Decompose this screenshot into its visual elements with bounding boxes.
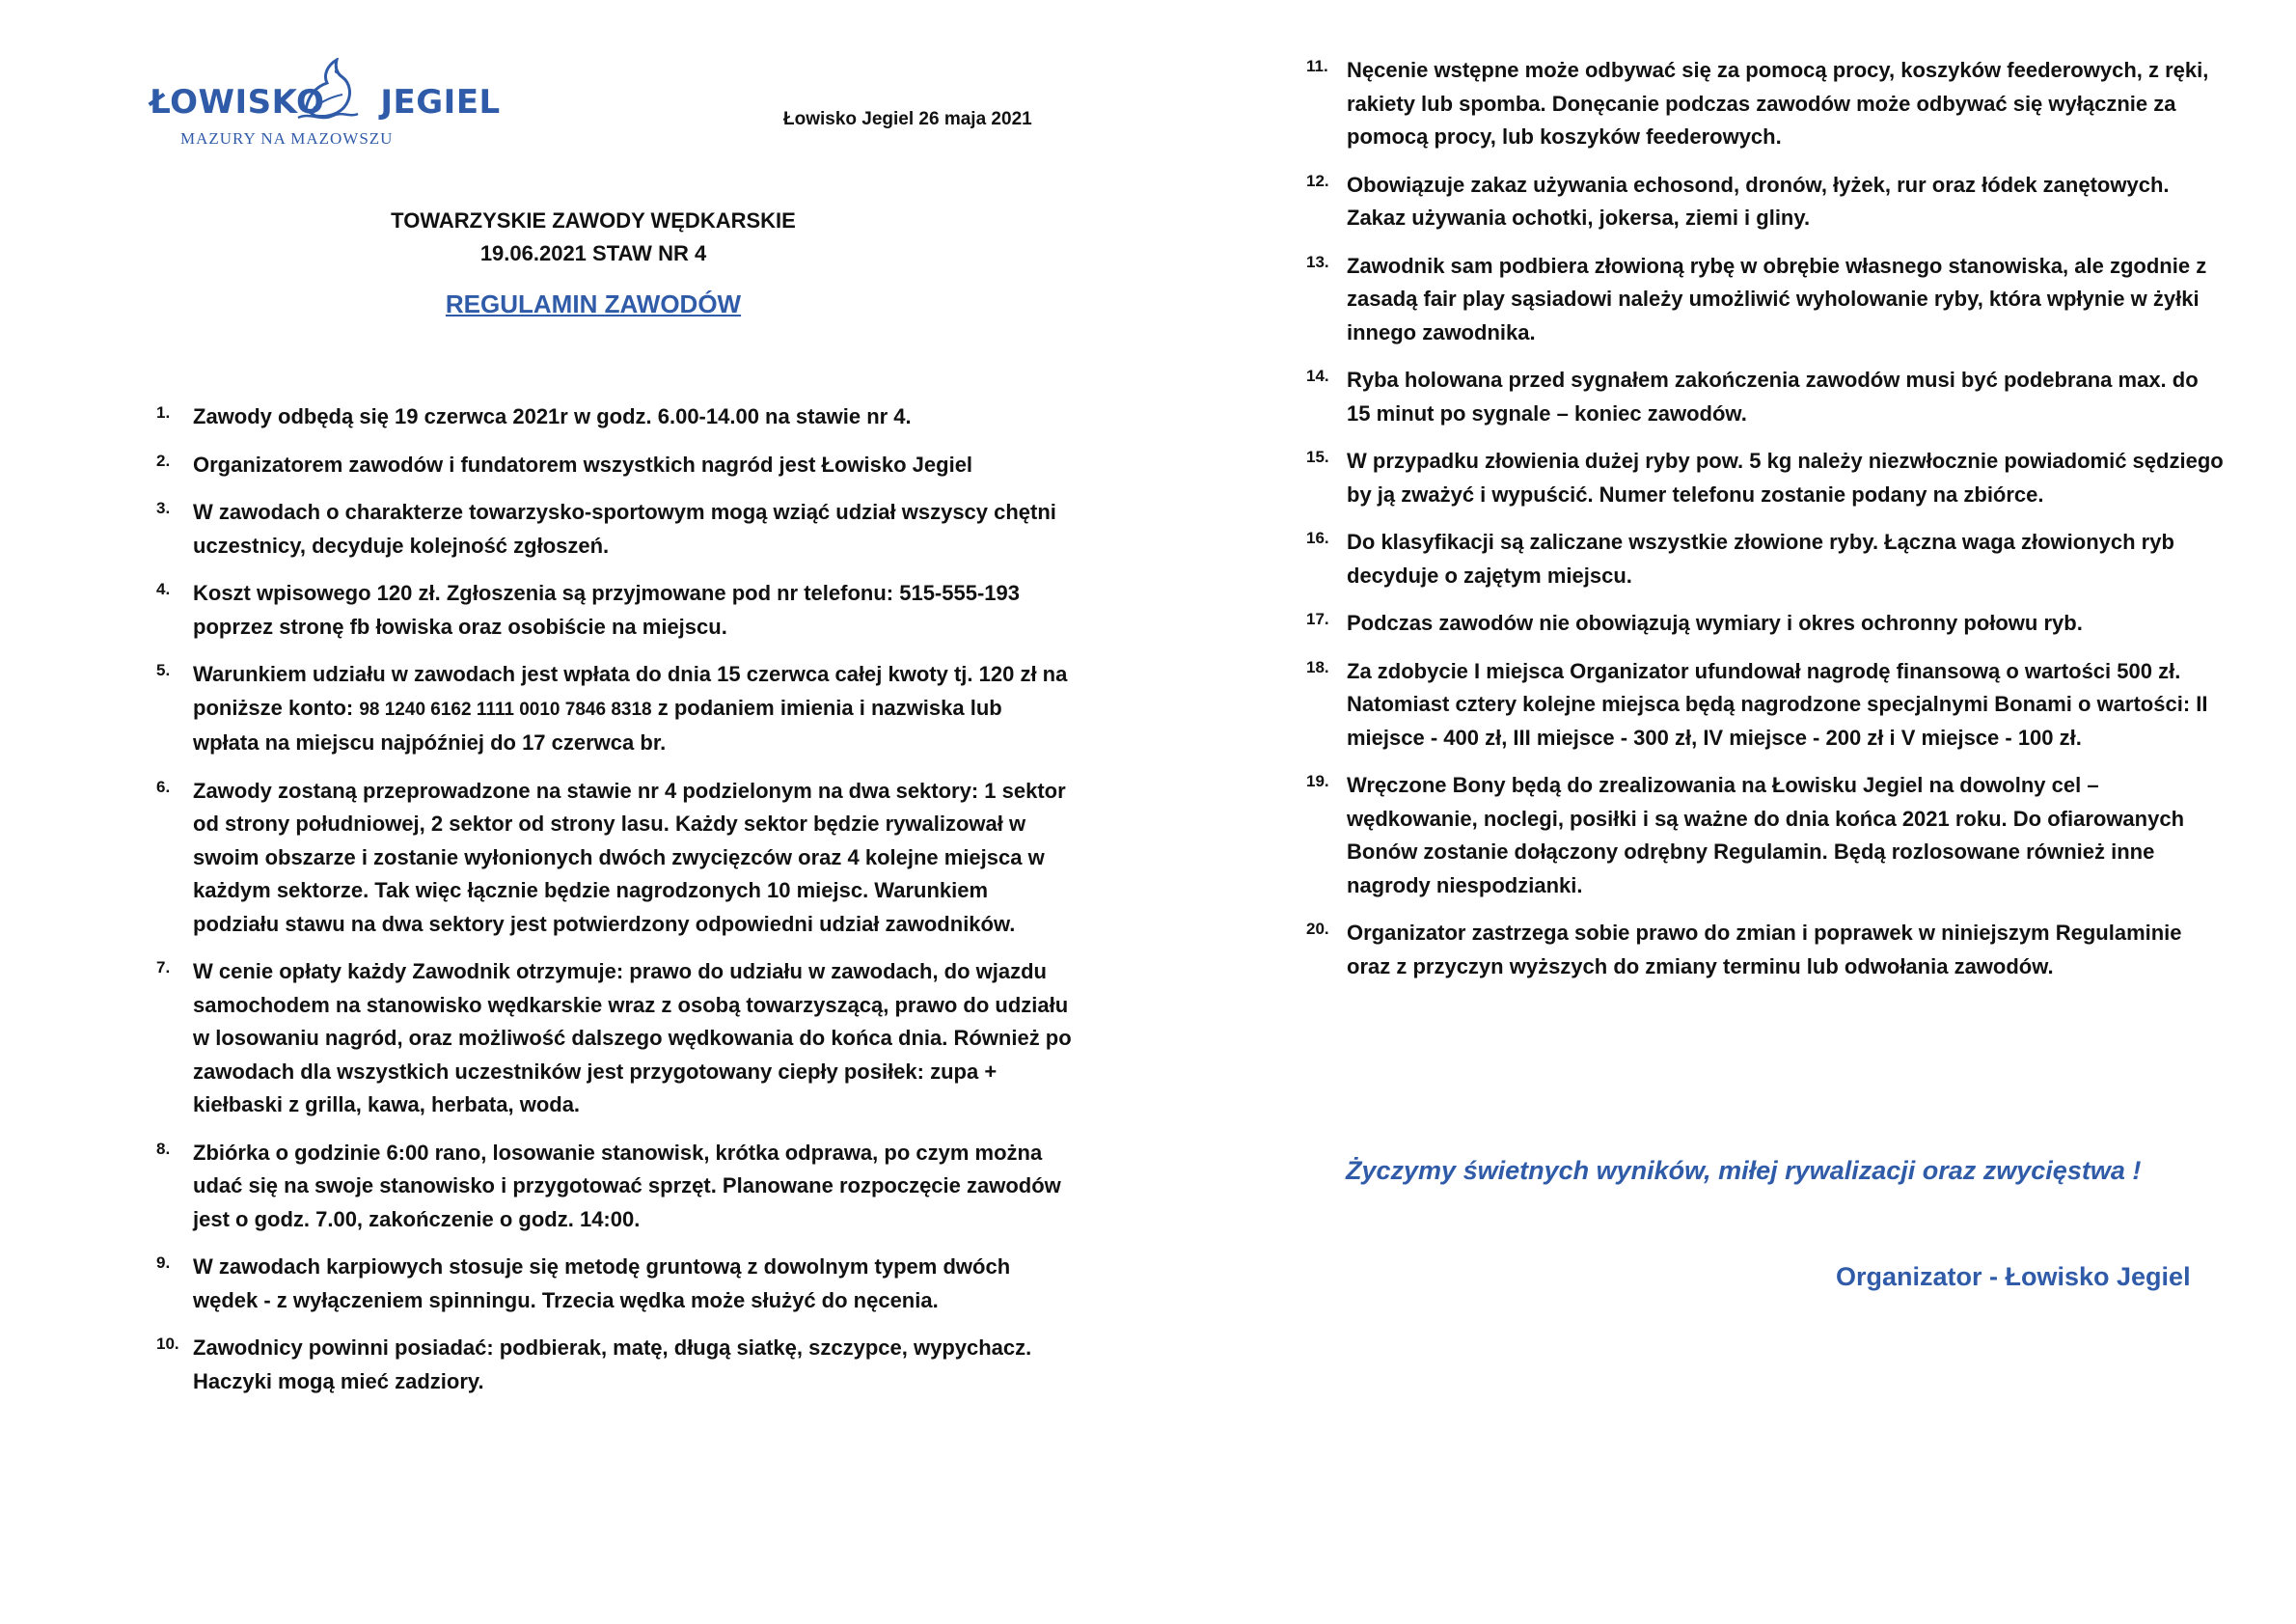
rule-number: 4. bbox=[156, 580, 171, 598]
rule-item bbox=[156, 496, 1073, 563]
rule-item bbox=[156, 577, 1073, 644]
regulation-title: REGULAMIN ZAWODÓW bbox=[445, 289, 742, 318]
closing-wish: Życzymy świetnych wyników, miłej rywalizacji oraz zwycięstwa ! bbox=[1346, 1156, 2142, 1185]
rule-text: Nęcenie wstępne może odbywać się za pomocą procy, koszyków feederowych, z ręki, rakiety lub spomba. Donęcanie podczas zawodów może odbywać się wyłącznie za pomocą procy, lub koszyków feederowych. bbox=[1347, 58, 2209, 149]
event-title: TOWARZYSKIE ZAWODY WĘDKARSKIE bbox=[391, 208, 796, 233]
rule-item bbox=[1306, 526, 2227, 592]
logo-subtitle: MAZURY NA MAZOWSZU bbox=[180, 129, 394, 148]
rule-number: 8. bbox=[156, 1139, 171, 1158]
title-block bbox=[289, 205, 897, 319]
rule-item bbox=[156, 400, 1073, 434]
rule-item bbox=[156, 955, 1073, 1122]
rule-text: Do klasyfikacji są zaliczane wszystkie złowione ryby. Łączna waga złowionych ryb decyduje o zajętym miejscu. bbox=[1347, 530, 2174, 588]
rule-item bbox=[156, 1251, 1073, 1317]
rule-text: Organizatorem zawodów i fundatorem wszystkich nagród jest Łowisko Jegiel bbox=[193, 452, 973, 477]
event-date-pond: 19.06.2021 STAW NR 4 bbox=[479, 241, 707, 265]
rule-item bbox=[1306, 54, 2227, 154]
rule-text: Zawodnik sam podbiera złowioną rybę w obrębie własnego stanowiska, ale zgodnie z zasadą fair play sąsiadowi należy umożliwić wyholowanie ryby, która wpłynie w żyłki innego zawodnika. bbox=[1347, 253, 2207, 344]
rule-item bbox=[1306, 250, 2227, 350]
rule-number: 13. bbox=[1306, 252, 1329, 271]
rule-item bbox=[156, 1332, 1073, 1398]
rule-text: Wręczone Bony będą do zrealizowania na Łowisku Jegiel na dowolny cel – wędkowanie, noclegi, posiłki i są ważne do dnia końca 2021 roku. Do ofiarowanych Bonów zostanie dołączony odrębny Regulamin. Będą rozlosowane również inne nagrody niespodzianki. bbox=[1347, 773, 2185, 897]
rule-text: Organizator zastrzega sobie prawo do zmian i poprawek w niniejszym Regulaminie oraz z przyczyn wyższych do zmiany terminu lub odwołania zawodów. bbox=[1347, 921, 2182, 978]
rule-text: Za zdobycie I miejsca Organizator ufundował nagrodę finansową o wartości 500 zł. Natomiast cztery kolejne miejsca będą nagrodzone specjalnymi Bonami o wartości: II miejsce - 400 zł, III miejsce - 300 zł, IV miejsce - 200 zł i V miejsce - 100 zł. bbox=[1347, 658, 2208, 750]
organizer-signature: Organizator - Łowisko Jegiel bbox=[1836, 1262, 2191, 1291]
rule-number: 18. bbox=[1306, 657, 1329, 676]
rule-number: 14. bbox=[1306, 367, 1329, 385]
rules-list-right bbox=[1306, 54, 2227, 998]
rule-item bbox=[156, 775, 1073, 942]
rule-number: 7. bbox=[156, 958, 171, 977]
rule-text: W cenie opłaty każdy Zawodnik otrzymuje: prawo do udziału w zawodach, do wjazdu samochodem na stanowisko wędkarskie wraz z osobą towarzyszącą, prawo do udziału w losowaniu nagród, oraz możliwość dalszego wędkowania do końca dnia. Również po zawodach dla wszystkich uczestników jest przygotowany ciepły posiłek: zupa + kiełbaski z grilla, kawa, herbata, woda. bbox=[193, 959, 1072, 1116]
rule-text: Obowiązuje zakaz używania echosond, dronów, łyżek, rur oraz łódek zanętowych. Zakaz używania ochotki, jokersa, ziemi i gliny. bbox=[1347, 172, 2170, 230]
rule-number: 6. bbox=[156, 777, 171, 796]
rule-number: 15. bbox=[1306, 448, 1329, 466]
rule-number: 1. bbox=[156, 403, 171, 422]
rule-number: 3. bbox=[156, 499, 171, 517]
rule-text: Zbiórka o godzinie 6:00 rano, losowanie stanowisk, krótka odprawa, po czym można udać się na swoje stanowisko i przygotować sprzęt. Planowane rozpoczęcie zawodów jest o godz. 7.00, zakończenie o godz. 14:00. bbox=[193, 1140, 1061, 1231]
rule-item bbox=[1306, 655, 2227, 756]
place-date: Łowisko Jegiel 26 maja 2021 bbox=[783, 109, 1032, 129]
logo-word-left: ŁOWISKO bbox=[150, 83, 325, 122]
fish-icon bbox=[294, 58, 362, 127]
rule-number: 17. bbox=[1306, 610, 1329, 628]
rule-text: Zawody zostaną przeprowadzone na stawie nr 4 podzielonym na dwa sektory: 1 sektor od strony południowej, 2 sektor od strony lasu. Każdy sektor będzie rywalizował w swoim obszarze i zostanie wyłonionych dwóch zwycięzców oraz 4 kolejne miejsca w każdym sektorze. Tak więc łącznie będzie nagrodzonych 10 miejsc. Warunkiem podziału stawu na dwa sektory jest potwierdzony odpowiedni udział zawodników. bbox=[193, 778, 1066, 936]
rule-item bbox=[1306, 445, 2227, 511]
rule-item bbox=[1306, 917, 2227, 983]
rules-list-left bbox=[156, 400, 1073, 1413]
rule-number: 12. bbox=[1306, 171, 1329, 190]
rule-text: W zawodach o charakterze towarzysko-sportowym mogą wziąć udział wszyscy chętni uczestnicy, decyduje kolejność zgłoszeń. bbox=[193, 500, 1056, 558]
rule-number: 16. bbox=[1306, 529, 1329, 547]
bank-account-number: 98 1240 6162 1111 0010 7846 8318 bbox=[359, 699, 652, 720]
rule-text: Koszt wpisowego 120 zł. Zgłoszenia są przyjmowane pod nr telefonu: 515-555-193 poprzez stronę fb łowiska oraz osobiście na miejscu. bbox=[193, 581, 1020, 639]
lowisko-jegiel-logo bbox=[150, 56, 501, 152]
rule-item bbox=[1306, 169, 2227, 235]
rule-text: Zawodnicy powinni posiadać: podbierak, matę, długą siatkę, szczypce, wypychacz. Haczyki mogą mieć zadziory. bbox=[193, 1335, 1032, 1393]
rule-text-part: z podaniem imienia i nazwiska lub wpłata na miejscu najpóźniej do 17 czerwca br. bbox=[193, 695, 1002, 755]
rule-item bbox=[1306, 607, 2227, 641]
rule-number: 20. bbox=[1306, 920, 1329, 938]
rule-number: 11. bbox=[1306, 57, 1328, 75]
logo-word-right: JEGIEL bbox=[380, 83, 501, 122]
rule-item bbox=[156, 1137, 1073, 1237]
rule-number: 5. bbox=[156, 661, 171, 679]
rule-item bbox=[156, 449, 1073, 482]
rule-item bbox=[1306, 364, 2227, 430]
rule-number: 19. bbox=[1306, 772, 1329, 790]
rule-text bbox=[193, 658, 1073, 760]
rule-text: Podczas zawodów nie obowiązują wymiary i okres ochronny połowu ryb. bbox=[1347, 611, 2083, 635]
rule-text: W zawodach karpiowych stosuje się metodę gruntową z dowolnym typem dwóch wędek - z wyłączeniem spinningu. Trzecia wędka może służyć do nęcenia. bbox=[193, 1254, 1011, 1312]
rule-item bbox=[156, 658, 1073, 760]
rule-number: 2. bbox=[156, 451, 171, 470]
rule-number: 10. bbox=[156, 1335, 179, 1353]
rule-text: Zawody odbędą się 19 czerwca 2021r w godz. 6.00-14.00 na stawie nr 4. bbox=[193, 404, 912, 428]
rule-item bbox=[1306, 769, 2227, 902]
rule-text: Ryba holowana przed sygnałem zakończenia zawodów musi być podebrana max. do 15 minut po sygnale – koniec zawodów. bbox=[1347, 368, 2199, 426]
rule-number: 9. bbox=[156, 1253, 171, 1272]
rule-text: W przypadku złowienia dużej ryby pow. 5 kg należy niezwłocznie powiadomić sędziego by ją zważyć i wypuścić. Numer telefonu zostanie podany na zbiórce. bbox=[1347, 449, 2224, 507]
rule-text-part: Warunkiem udziału w zawodach jest wpłata do dnia 15 czerwca całej kwoty tj. 120 zł na poniższe konto: bbox=[193, 662, 1068, 720]
